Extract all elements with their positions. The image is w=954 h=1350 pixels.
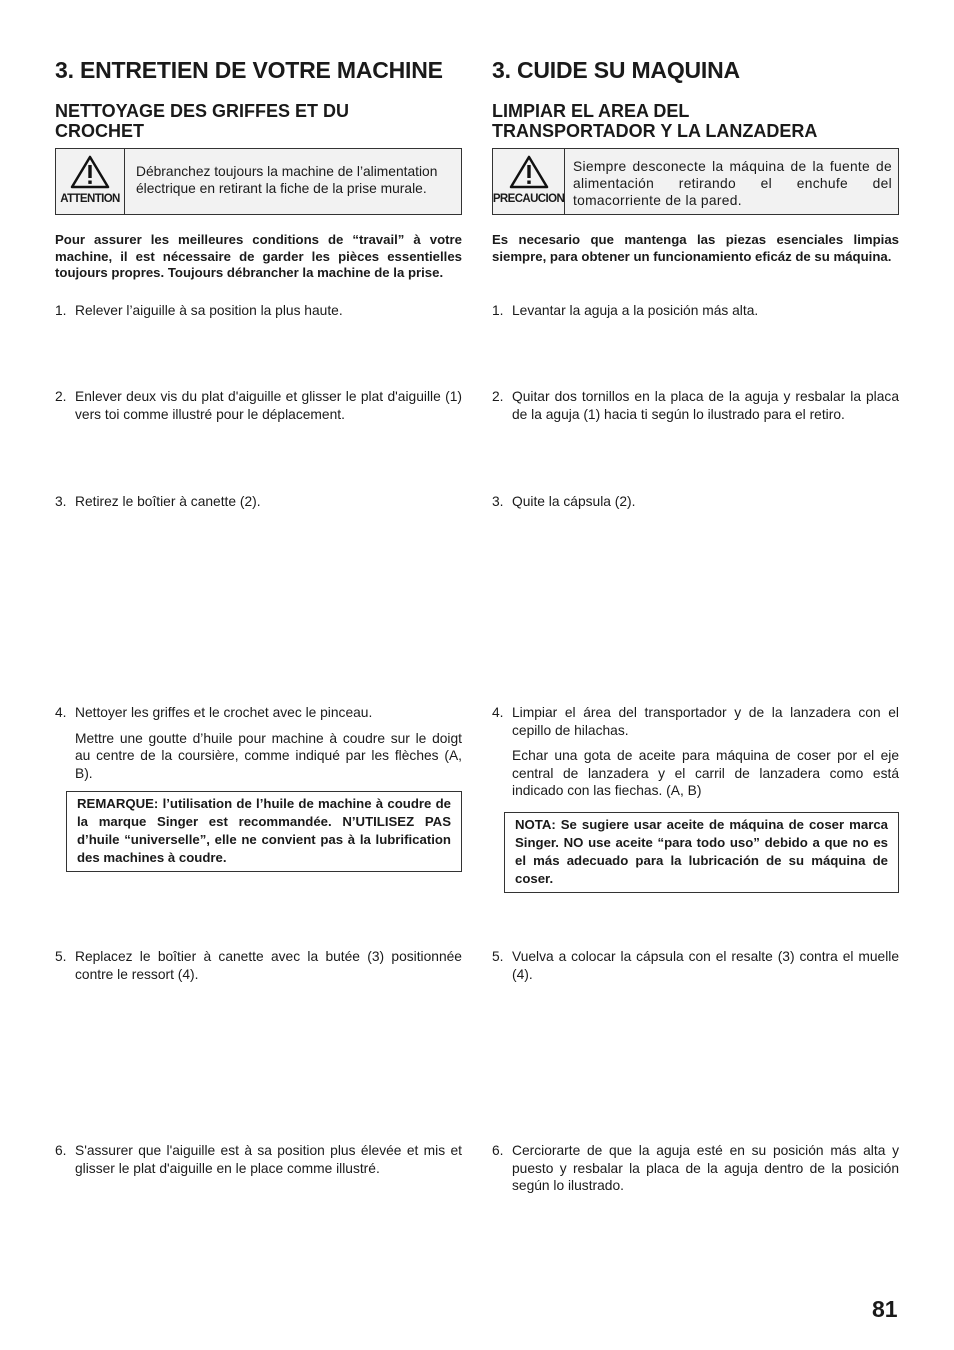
fr-step-number: 5. — [55, 949, 67, 964]
fr-note: REMARQUE: l’utilisation de l’huile de machine à coudre de la marque Singer est recommandée. N’UTILISEZ PAS d’huile “universelle”, elle ne convient pas à la lubrification des machines à coudre. — [66, 791, 462, 872]
es-warning-label: PRECAUCION — [492, 193, 565, 205]
fr-step-number: 2. — [55, 389, 67, 404]
warning-icon — [70, 155, 110, 189]
es-step-text: Cerciorarte de que la aguja esté en su posición más alta y puesto y resbalar la placa de la aguja dentro de la posición según lo ilustrado. — [512, 1143, 899, 1193]
es-step-1 — [492, 302, 899, 320]
es-step-text: Vuelva a colocar la cápsula con el resalte (3) contra el muelle (4). — [512, 949, 899, 982]
es-warning-text: Siempre desconecte la máquina de la fuente de alimentación retirando el enchufe del tomacorriente de la pared. — [573, 159, 892, 208]
fr-title: 3. ENTRETIEN DE VOTRE MACHINE — [55, 57, 443, 83]
es-step-text-2: Echar una gota de aceite para máquina de coser por el eje central de lanzadera y el carril de lanzadera como está indicado con las fiechas. (A, B) — [512, 748, 899, 798]
fr-step-number: 3. — [55, 494, 67, 509]
es-warning-box — [492, 148, 899, 215]
es-warning-icon-cell — [493, 149, 565, 214]
fr-step-2 — [55, 388, 462, 423]
fr-step-text: Relever l’aiguille à sa position la plus haute. — [75, 303, 343, 318]
es-intro: Es necesario que mantenga las piezas esenciales limpias siempre, para obtener un funcionamiento eficáz de su máquina. — [492, 232, 899, 264]
fr-subtitle-line2: CROCHET — [55, 121, 144, 141]
es-step-text: Limpiar el área del transportador y de la lanzadera con el cepillo de hilachas. — [512, 705, 899, 738]
fr-step-body — [75, 704, 462, 790]
es-subtitle-line1: LIMPIAR EL AREA DEL — [492, 101, 690, 121]
es-step-number: 3. — [492, 494, 504, 509]
es-step-number: 6. — [492, 1143, 504, 1158]
fr-warning-icon-cell — [56, 149, 125, 214]
es-step-text: Quite la cápsula (2). — [512, 494, 636, 509]
es-note: NOTA: Se sugiere usar aceite de máquina de coser marca Singer. NO use aceite “para todo uso” debido a que no es el más adecuado para la lubricación de su máquina de coser. — [504, 812, 899, 893]
page-number: 81 — [872, 1296, 898, 1322]
fr-step-number: 6. — [55, 1143, 67, 1158]
fr-step-1 — [55, 302, 462, 320]
fr-step-text: S'assurer que l'aiguille est à sa position plus élevée et mis et glisser le plat d'aiguille en le place comme illustré. — [75, 1143, 462, 1176]
es-step-2 — [492, 388, 899, 423]
fr-step-3 — [55, 493, 462, 511]
es-subtitle-line2: TRANSPORTADOR Y LA LANZADERA — [492, 121, 818, 141]
fr-step-text: Retirez le boîtier à canette (2). — [75, 494, 261, 509]
es-step-4 — [492, 704, 899, 808]
es-step-body — [512, 704, 899, 808]
es-step-number: 4. — [492, 705, 504, 720]
fr-subtitle-line1: NETTOYAGE DES GRIFFES ET DU — [55, 101, 350, 121]
es-step-5 — [492, 948, 899, 983]
fr-intro: Pour assurer les meilleures conditions de “travail” à votre machine, il est nécessaire de garder les pièces essentielles toujours propres. Toujours débrancher la machine de la prise. — [55, 232, 462, 280]
es-step-6 — [492, 1142, 899, 1195]
fr-step-5 — [55, 948, 462, 983]
fr-warning-text: Débranchez toujours la machine de l’alimentation électrique en retirant la fiche de la prise murale. — [136, 164, 438, 196]
fr-step-text: Enlever deux vis du plat d'aiguille et glisser le plat d'aiguille (1) vers toi comme illustré pour le déplacement. — [75, 389, 462, 422]
fr-warning-box — [55, 148, 462, 215]
fr-subtitle — [55, 101, 462, 141]
fr-step-text: Nettoyer les griffes et le crochet avec le pinceau. — [75, 705, 373, 720]
warning-icon — [509, 155, 549, 189]
fr-step-number: 1. — [55, 303, 67, 318]
fr-step-6 — [55, 1142, 462, 1177]
fr-step-4 — [55, 704, 462, 790]
es-subtitle — [492, 101, 899, 141]
fr-step-text-2: Mettre une goutte d’huile pour machine à coudre sur le doigt au centre de la coursière, comme indiqué par les flèches (A, B). — [75, 730, 462, 781]
es-step-number: 5. — [492, 949, 504, 964]
fr-step-text: Replacez le boîtier à canette avec la butée (3) positionnée contre le ressort (4). — [75, 949, 462, 982]
fr-warning-label: ATTENTION — [60, 193, 120, 205]
es-step-number: 1. — [492, 303, 504, 318]
es-step-number: 2. — [492, 389, 504, 404]
es-title: 3. CUIDE SU MAQUINA — [492, 57, 740, 83]
fr-step-number: 4. — [55, 705, 67, 720]
es-step-3 — [492, 493, 899, 511]
es-step-text: Quitar dos tornillos en la placa de la aguja y resbalar la placa de la aguja (1) hacia ti según lo ilustrado para el retiro. — [512, 389, 899, 422]
es-step-text: Levantar la aguja a la posición más alta. — [512, 303, 759, 318]
